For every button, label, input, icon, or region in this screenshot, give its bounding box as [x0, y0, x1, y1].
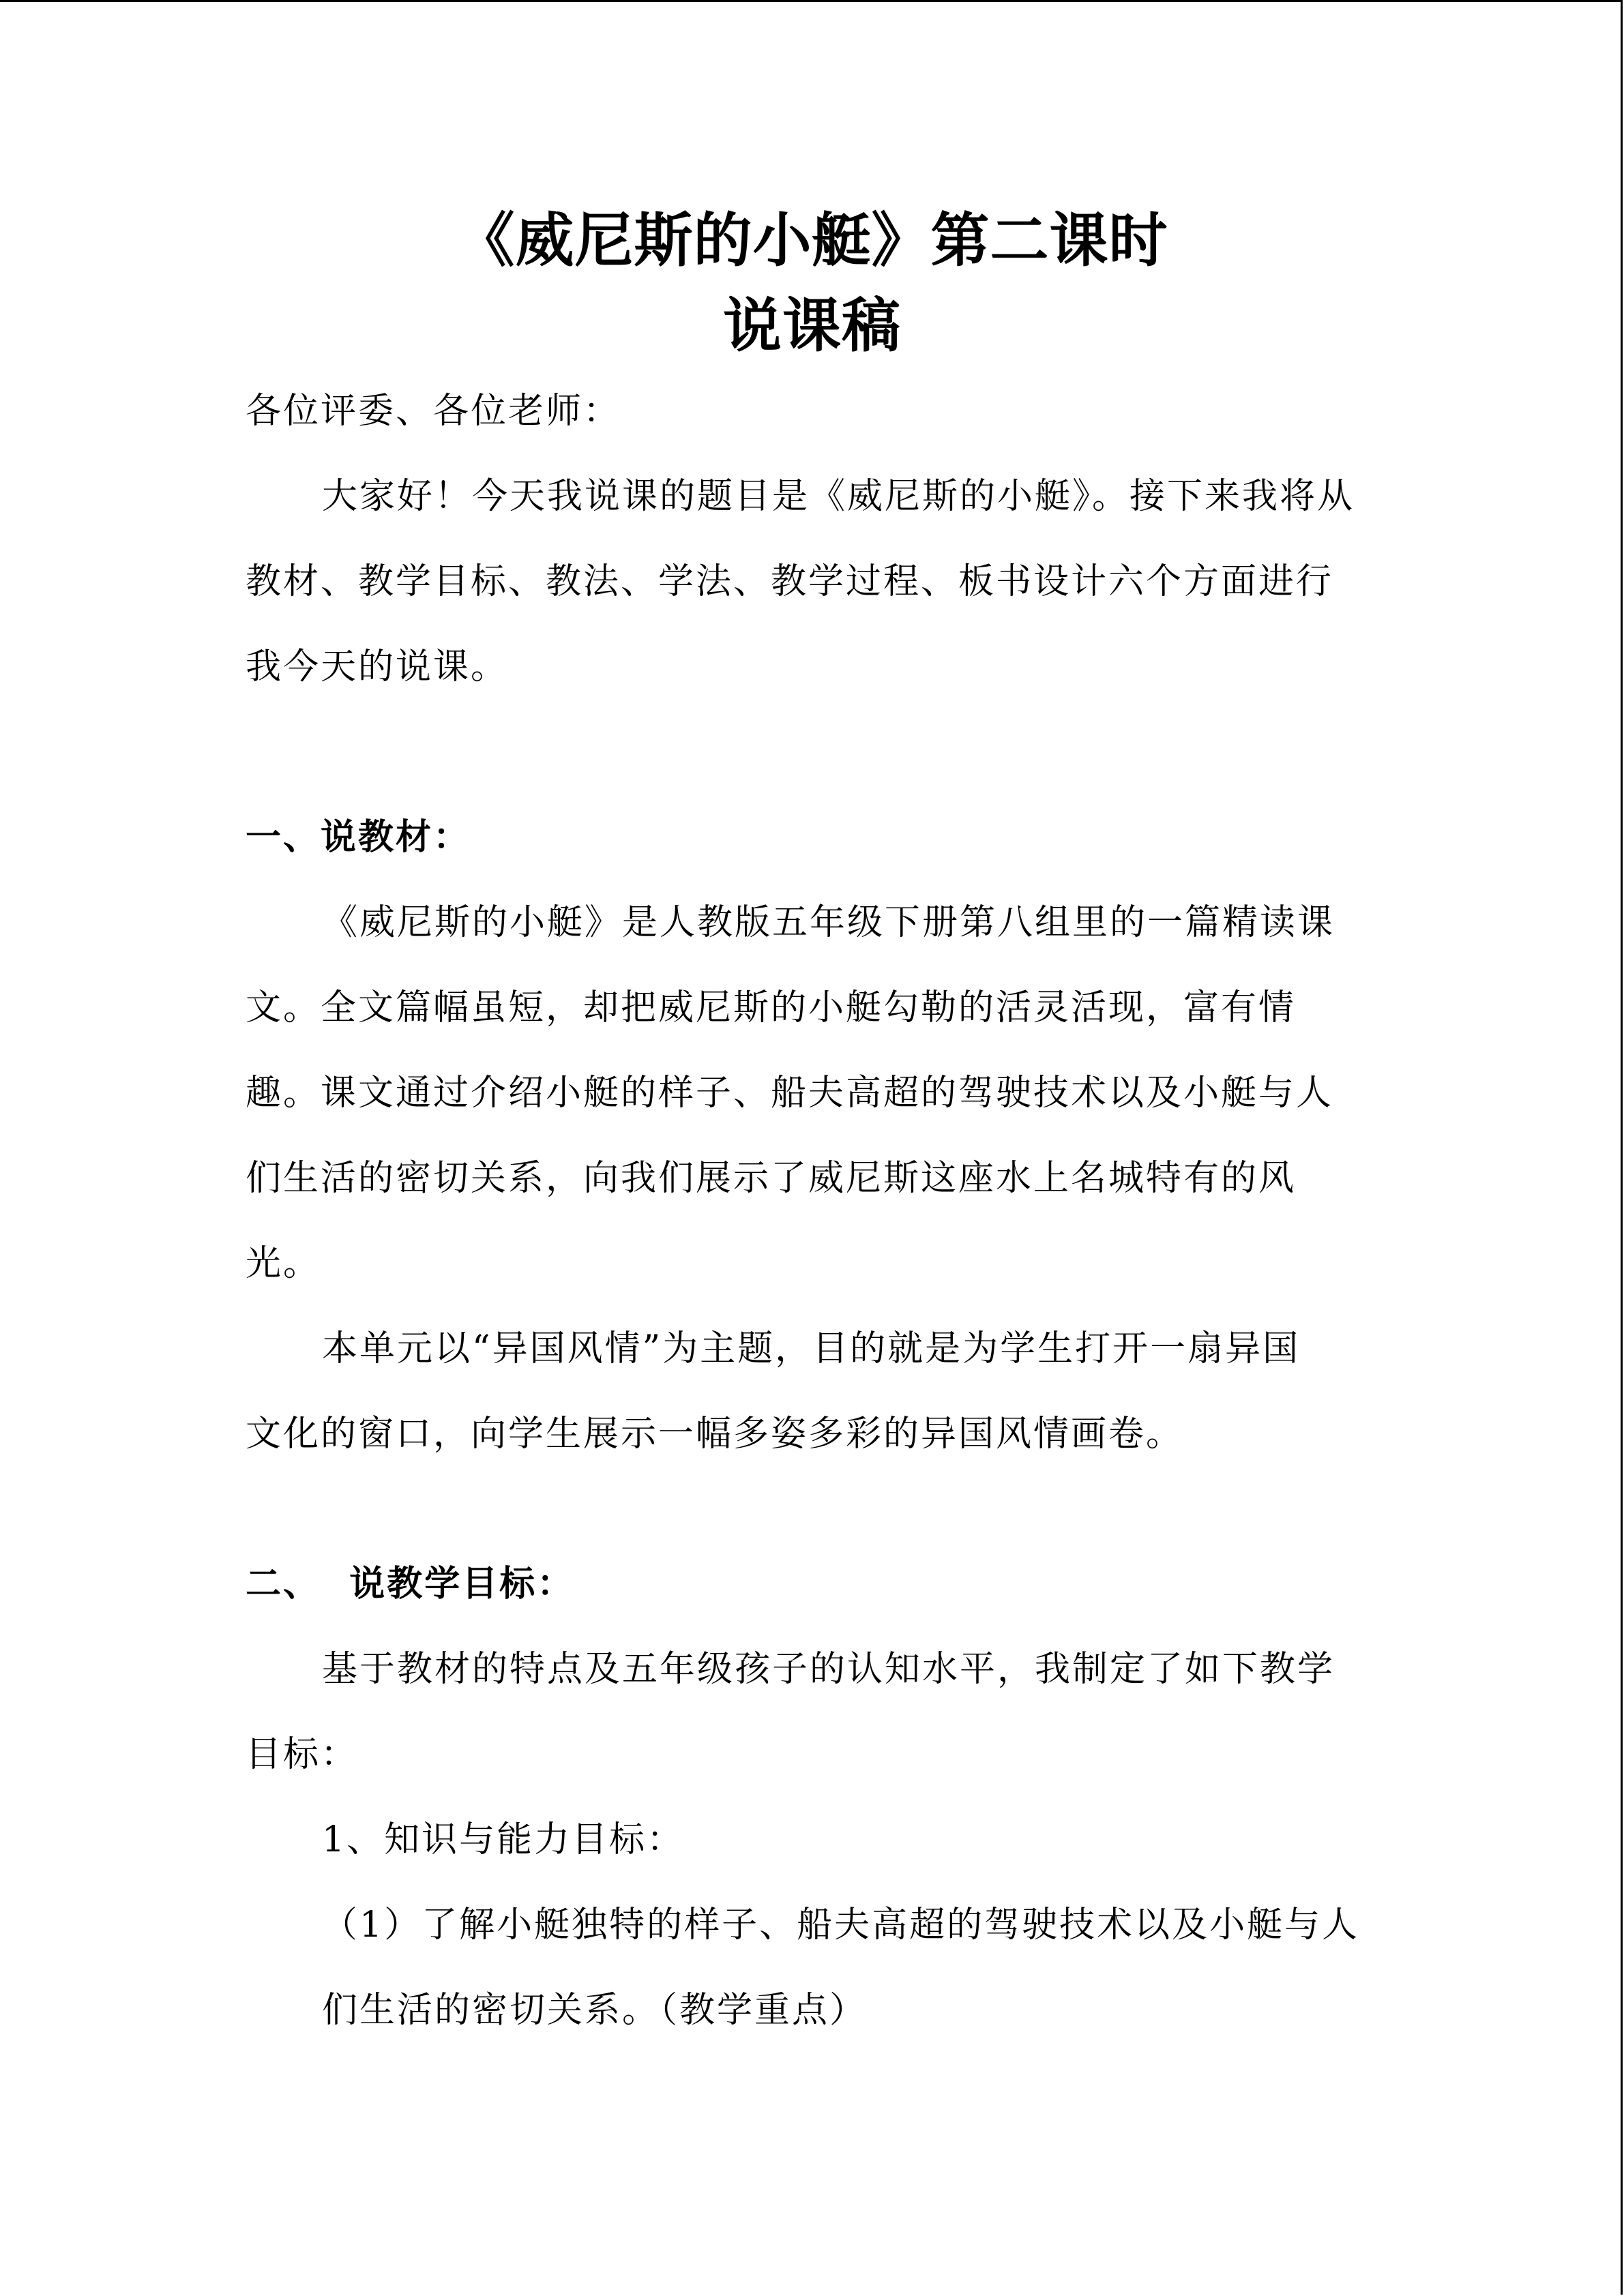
section-1-para-1-line-4: 们生活的密切关系，向我们展示了威尼斯这座水上名城特有的风: [246, 1158, 1297, 1199]
document-title: 《威尼斯的小艇》第二课时: [456, 206, 1168, 275]
section-1-para-1-line-3: 趣。课文通过介绍小艇的样子、船夫高超的驾驶技术以及小艇与人: [246, 1073, 1334, 1114]
salutation: 各位评委、各位老师：: [246, 391, 621, 432]
intro-line-1: 大家好！今天我说课的题目是《威尼斯的小艇》。接下来我将从: [322, 476, 1355, 517]
section-2-heading: 二、 说教学目标：: [246, 1563, 575, 1605]
section-2-item-1-sub-line-1: （1）了解小艇独特的样子、船夫高超的驾驶技术以及小艇与人: [322, 1905, 1360, 1945]
section-2-item-1: 1、知识与能力目标：: [322, 1819, 685, 1860]
section-1-para-2-line-2: 文化的窗口，向学生展示一幅多姿多彩的异国风情画卷。: [246, 1414, 1184, 1455]
intro-line-2: 教材、教学目标、教法、学法、教学过程、板书设计六个方面进行: [246, 561, 1334, 602]
intro-line-3: 我今天的说课。: [246, 646, 509, 687]
document-subtitle: 说课稿: [723, 291, 901, 360]
section-1-para-1-line-2: 文。全文篇幅虽短，却把威尼斯的小艇勾勒的活灵活现，富有情: [246, 987, 1297, 1028]
section-1-para-1-line-5: 光。: [246, 1243, 321, 1284]
section-1-para-2-line-1: 本单元以“异国风情”为主题，目的就是为学生打开一扇异国: [322, 1328, 1301, 1369]
section-1-heading: 一、说教材：: [246, 816, 471, 858]
section-2-item-1-sub-line-2: 们生活的密切关系。（教学重点）: [322, 1990, 868, 2031]
section-2-para-1-line-2: 目标：: [246, 1734, 359, 1775]
section-1-para-1-line-1: 《威尼斯的小艇》是人教版五年级下册第八组里的一篇精读课: [322, 902, 1335, 943]
section-2-para-1-line-1: 基于教材的特点及五年级孩子的认知水平，我制定了如下教学: [322, 1649, 1335, 1690]
